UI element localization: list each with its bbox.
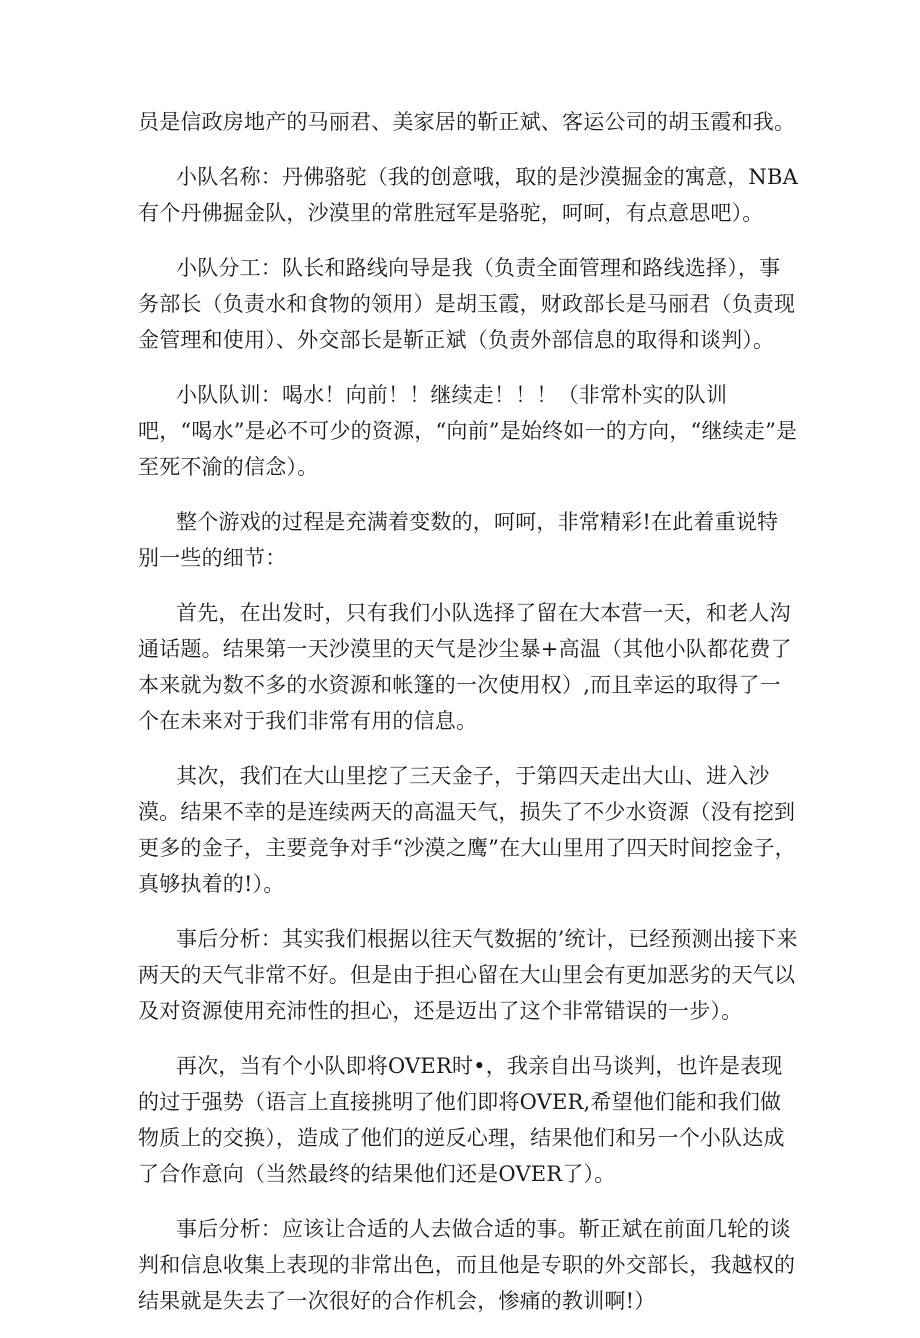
paragraph-second-detail: 其次，我们在大山里挖了三天金子，于第四天走出大山、进入沙漠。结果不幸的是连续两天的高温天气，损失了不少水资源（没有挖到更多的金子，主要竞争对手“沙漠之鹰”在大山里用了四天时间挖金子，真够执着的!）。 <box>138 764 796 896</box>
paragraph-team-name: 小队名称：丹佛骆驼（我的创意哦，取的是沙漠掘金的寓意，NBA有个丹佛掘金队，沙漠里的常胜冠军是骆驼，呵呵，有点意思吧）。 <box>138 165 798 225</box>
paragraph-game-overview: 整个游戏的过程是充满着变数的，呵呵，非常精彩!在此着重说特别一些的细节： <box>138 510 779 570</box>
paragraph-analysis-one: 事后分析：其实我们根据以往天气数据的’统计，已经预测出接下来两天的天气非常不好。但是由于担心留在大山里会有更加恶劣的天气以及对资源使用充沛性的担心，还是迈出了这个非常错误的一步）。 <box>138 927 798 1023</box>
paragraph-team-motto: 小队队训：喝水！向前！！继续走！！！（非常朴实的队训吧，“喝水”是必不可少的资源，“向前”是始终如一的方向，“继续走”是至死不渝的信念）。 <box>138 383 798 479</box>
paragraph-third-detail: 再次，当有个小队即将OVER时•，我亲自出马谈判，也许是表现的过于强势（语言上直接挑明了他们即将OVER,希望他们能和我们做物质上的交换），造成了他们的逆反心理，结果他们和另一个小队达成了合作意向（当然最终的结果他们还是OVER了）。 <box>138 1054 785 1186</box>
document-body <box>138 104 798 1338</box>
paragraph-analysis-two: 事后分析：应该让合适的人去做合适的事。靳正斌在前面几轮的谈判和信息收集上表现的非常出色，而且他是专职的外交部长，我越权的结果就是失去了一次很好的合作机会，惨痛的教训啊!） <box>138 1217 796 1313</box>
paragraph-team-members: 员是信政房地产的马丽君、美家居的靳正斌、客运公司的胡玉霞和我。 <box>138 110 796 134</box>
paragraph-team-roles: 小队分工：队长和路线向导是我（负责全面管理和路线选择），事务部长（负责水和食物的领用）是胡玉霞，财政部长是马丽君（负责现金管理和使用）、外交部长是靳正斌（负责外部信息的取得和谈判）。 <box>138 256 796 352</box>
paragraph-first-detail: 首先，在出发时，只有我们小队选择了留在大本营一天，和老人沟通话题。结果第一天沙漠里的天气是沙尘暴+高温（其他小队都花费了本来就为数不多的水资源和帐篷的一次使用权）,而且幸运的取得了一个在未来对于我们非常有用的信息。 <box>138 601 792 733</box>
